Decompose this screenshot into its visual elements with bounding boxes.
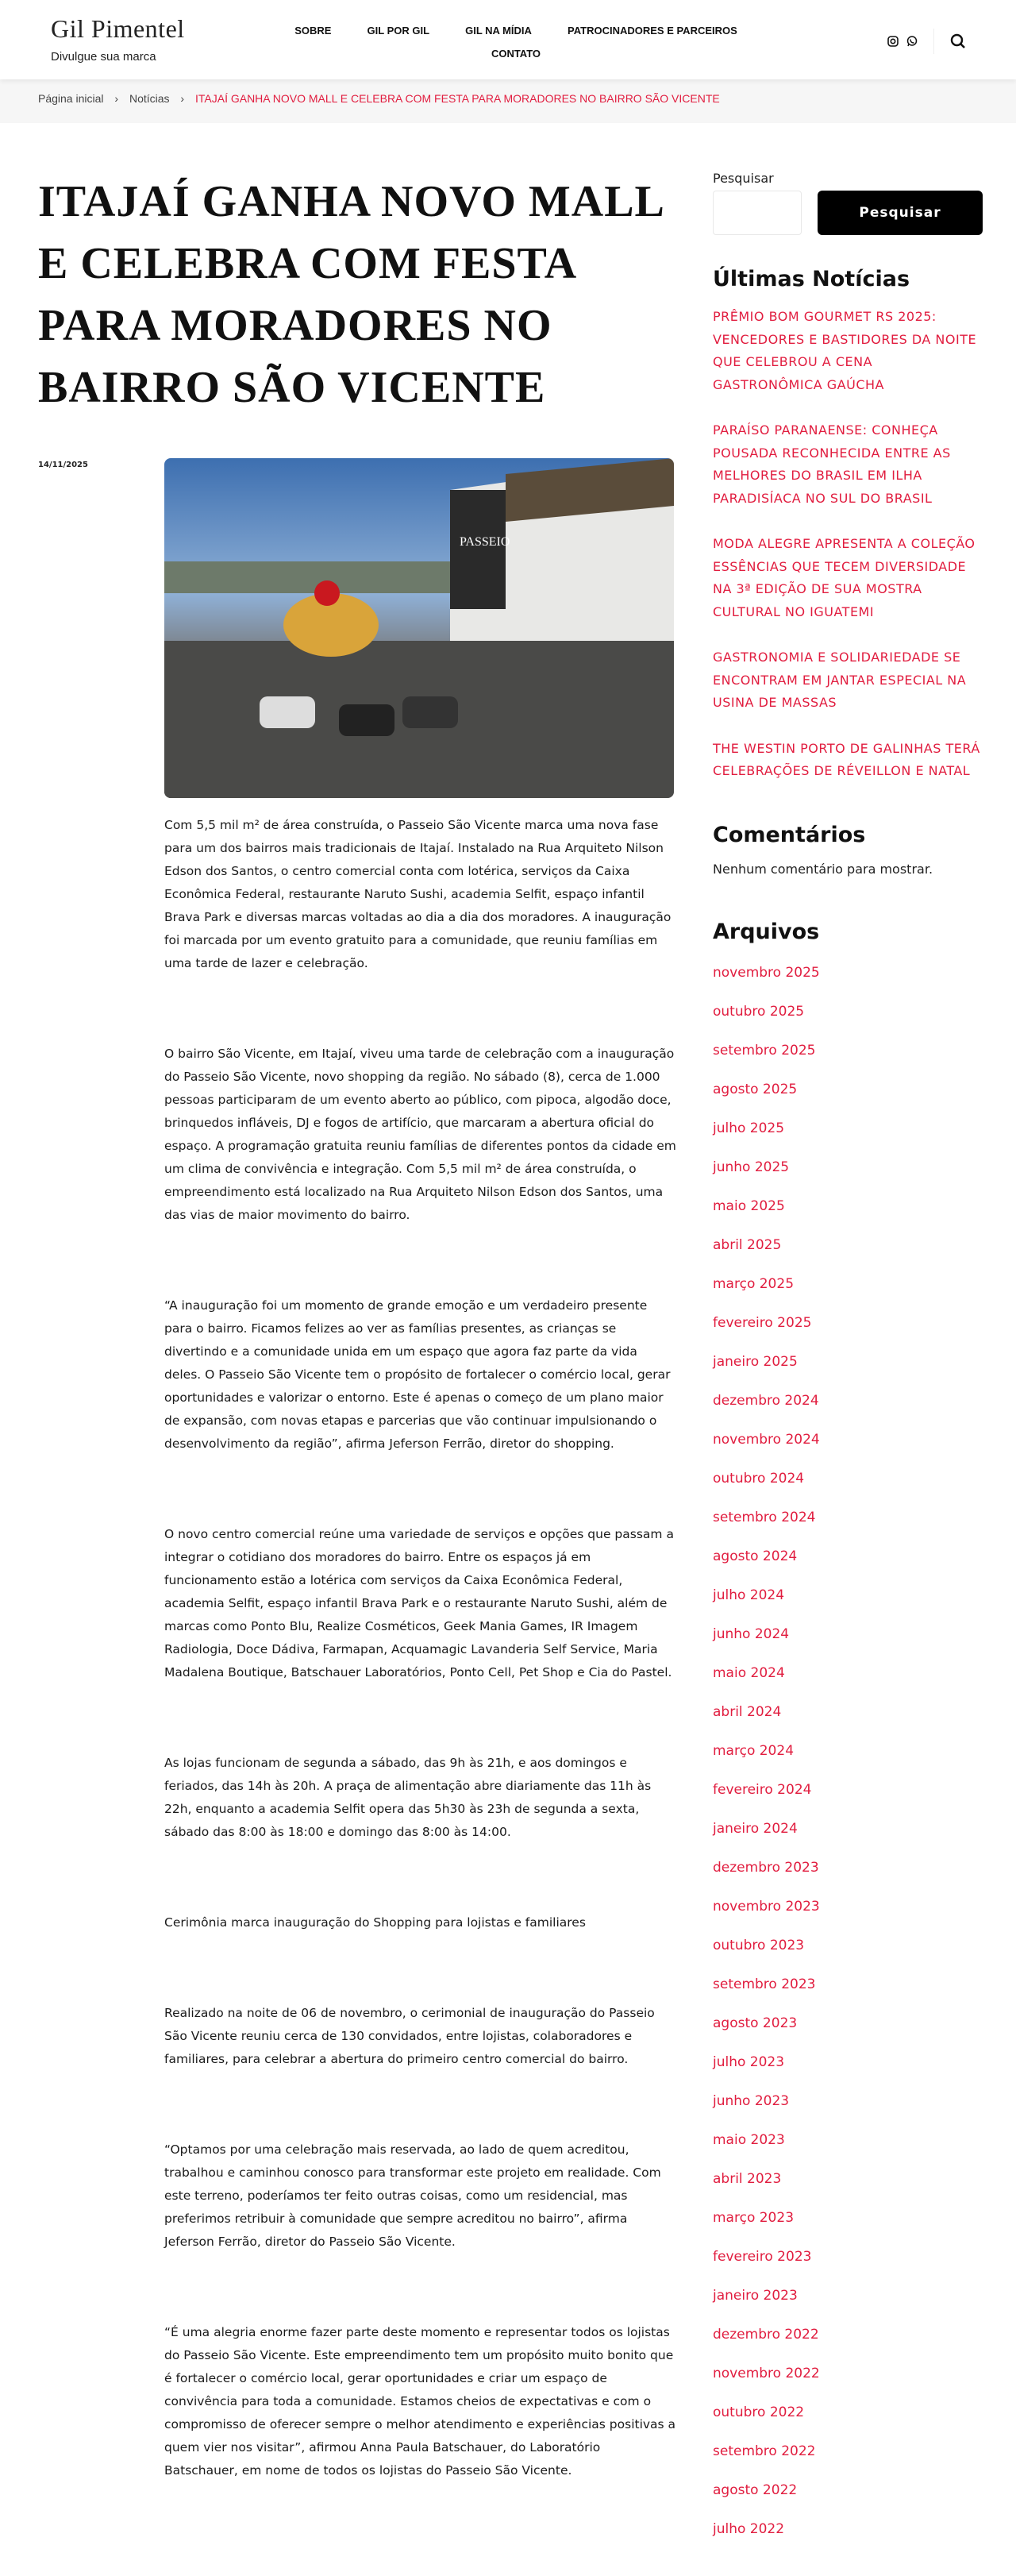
archive-link[interactable]: março 2024 xyxy=(713,1742,795,1759)
nav-sobre[interactable]: SOBRE xyxy=(294,25,332,37)
breadcrumb-noticias[interactable]: Notícias xyxy=(129,92,170,105)
archive-link[interactable]: setembro 2023 xyxy=(713,1976,816,1992)
news-link[interactable]: THE WESTIN PORTO DE GALINHAS TERÁ CELEBRAÇÕES DE RÉVEILLON E NATAL xyxy=(713,740,980,778)
latest-news-heading: Últimas Notícias xyxy=(713,267,910,291)
nav-contato[interactable]: CONTATO xyxy=(491,48,541,60)
archives-list xyxy=(713,965,983,2560)
article-paragraph: As lojas funcionam de segunda a sábado, das 9h às 21h, e aos domingos e feriados, das 14h às 20h. A praça de alimentação abre diariamente das 11h às 22h, enquanto a academia Selfit opera das 5h30 às 23h de segunda a sexta, sábado das 8:00 às 18:00 e domingo das 8:00 às 14:00. xyxy=(164,1756,652,1839)
article-subheading: Cerimônia marca inauguração do Shopping para lojistas e familiares xyxy=(164,1915,586,1930)
search-label: Pesquisar xyxy=(713,171,774,186)
archive-link[interactable]: fevereiro 2024 xyxy=(713,1781,812,1798)
search-button[interactable]: Pesquisar xyxy=(818,191,983,235)
search-input[interactable] xyxy=(713,191,802,235)
site-logo[interactable] xyxy=(51,14,185,64)
archive-link[interactable]: julho 2024 xyxy=(713,1587,785,1603)
archive-link[interactable]: março 2023 xyxy=(713,2209,795,2226)
chevron-right-icon: › xyxy=(180,92,185,105)
archive-link[interactable]: fevereiro 2023 xyxy=(713,2248,812,2265)
photo-sign: PASSEIO xyxy=(460,535,510,549)
article-paragraph: “Optamos por uma celebração mais reservada, ao lado de quem acreditou, trabalhou e caminhou conosco para transformar este projeto em realidade. Com este terreno, poderíamos ter feito outras coisas, como um residencial, mas preferimos retribuir à comunidade que sempre acreditou no bairro”, afirma Jeferson Ferrão, diretor do Passeio São Vicente. xyxy=(164,2142,661,2249)
news-link[interactable]: PRÊMIO BOM GOURMET RS 2025: VENCEDORES E BASTIDORES DA NOITE QUE CELEBROU A CENA GASTRONÔMICA GAÚCHA xyxy=(713,309,977,392)
nav-gil-na-midia[interactable]: GIL NA MÍDIA xyxy=(465,25,532,37)
article-paragraph: Com 5,5 mil m² de área construída, o Passeio São Vicente marca uma nova fase para um dos bairros mais tradicionais de Itajaí. Instalado na Rua Arquiteto Nilson Edson dos Santos, o centro comercial conta com lotérica, serviços da Caixa Econômica Federal, restaurante Naruto Sushi, academia Selfit, espaço infantil Brava Park e diversas marcas voltadas ao dia a dia dos moradores. A inauguração foi marcada por um evento gratuito para a comunidade, que reuniu famílias em uma tarde de lazer e celebração. xyxy=(164,818,672,970)
comments-heading: Comentários xyxy=(713,822,866,847)
main-nav xyxy=(262,19,770,65)
site-tagline: Divulgue sua marca xyxy=(51,50,156,64)
archive-link[interactable]: outubro 2023 xyxy=(713,1937,805,1953)
archive-link[interactable]: abril 2024 xyxy=(713,1703,782,1720)
archive-link[interactable]: setembro 2025 xyxy=(713,1042,816,1059)
article-paragraph: O bairro São Vicente, em Itajaí, viveu uma tarde de celebração com a inauguração do Passeio São Vicente, novo shopping da região. No sábado (8), cerca de 1.000 pessoas participaram de um evento aberto ao público, com pipoca, algodão doce, brinquedos infláveis, DJ e fogos de artifício, que marcaram a abertura oficial do espaço. A programação gratuita reuniu famílias de diferentes pontos da cidade em um clima de convivência e integração. Com 5,5 mil m² de área construída, o empreendimento está localizado na Rua Arquiteto Nilson Edson dos Santos, uma das vias de maior movimento do bairro. xyxy=(164,1047,676,1222)
no-comments-text: Nenhum comentário para mostrar. xyxy=(713,861,933,877)
article-paragraph: Realizado na noite de 06 de novembro, o cerimonial de inauguração do Passeio São Vicente reuniu cerca de 130 convidados, entre lojistas, colaboradores e familiares, para celebrar a abertura do primeiro centro comercial do bairro. xyxy=(164,2006,655,2066)
archive-link[interactable]: maio 2023 xyxy=(713,2131,785,2148)
latest-news-list xyxy=(713,306,983,783)
breadcrumb-home[interactable]: Página inicial xyxy=(38,92,104,105)
archive-link[interactable]: novembro 2024 xyxy=(713,1431,820,1448)
archive-link[interactable]: julho 2025 xyxy=(713,1120,785,1136)
archive-link[interactable]: janeiro 2023 xyxy=(713,2287,798,2304)
archive-link[interactable]: janeiro 2025 xyxy=(713,1353,798,1370)
chevron-right-icon: › xyxy=(114,92,119,105)
archive-link[interactable]: dezembro 2024 xyxy=(713,1392,819,1409)
archive-link[interactable]: setembro 2024 xyxy=(713,1509,816,1525)
archive-link[interactable]: setembro 2022 xyxy=(713,2443,816,2459)
archive-link[interactable]: maio 2025 xyxy=(713,1197,785,1214)
article-title: ITAJAÍ GANHA NOVO MALL E CELEBRA COM FESTA PARA MORADORES NO BAIRRO SÃO VICENTE xyxy=(38,177,663,412)
archive-link[interactable]: dezembro 2023 xyxy=(713,1859,819,1876)
whatsapp-icon[interactable] xyxy=(906,36,918,47)
archive-link[interactable]: agosto 2025 xyxy=(713,1081,798,1097)
site-header xyxy=(0,0,1016,79)
archive-link[interactable]: agosto 2024 xyxy=(713,1548,798,1564)
archive-link[interactable]: junho 2025 xyxy=(713,1159,790,1175)
archive-link[interactable]: agosto 2022 xyxy=(713,2482,798,2498)
archive-link[interactable]: fevereiro 2025 xyxy=(713,1314,812,1331)
archive-link[interactable]: outubro 2025 xyxy=(713,1003,805,1020)
archive-link[interactable]: maio 2024 xyxy=(713,1664,785,1681)
search-icon[interactable] xyxy=(950,33,966,49)
archive-link[interactable]: dezembro 2022 xyxy=(713,2326,819,2343)
news-link[interactable]: PARAÍSO PARANAENSE: CONHEÇA POUSADA RECONHECIDA ENTRE AS MELHORES DO BRASIL EM ILHA PARADISÍACA NO SUL DO BRASIL xyxy=(713,422,951,506)
news-link[interactable]: MODA ALEGRE APRESENTA A COLEÇÃO ESSÊNCIAS QUE TECEM DIVERSIDADE NA 3ª EDIÇÃO DE SUA MOSTRA CULTURAL NO IGUATEMI xyxy=(713,536,976,619)
archive-link[interactable]: outubro 2022 xyxy=(713,2404,805,2420)
sidebar xyxy=(713,171,983,2560)
archive-link[interactable]: novembro 2022 xyxy=(713,2365,820,2381)
nav-patrocinadores[interactable]: PATROCINADORES E PARCEIROS xyxy=(568,25,737,37)
breadcrumb-current: ITAJAÍ GANHA NOVO MALL E CELEBRA COM FESTA PARA MORADORES NO BAIRRO SÃO VICENTE xyxy=(194,92,720,105)
article-body xyxy=(164,814,676,2550)
archive-link[interactable]: abril 2023 xyxy=(713,2170,782,2187)
article-paragraph: “É uma alegria enorme fazer parte deste momento e representar todos os lojistas do Passeio São Vicente. Este empreendimento tem um propósito muito bonito que é fortalecer o comércio local, gerar oportunidades e criar um espaço de convivência para toda a comunidade. Estamos cheios de expectativas e com o compromisso de oferecer sempre o melhor atendimento e experiências positivas a quem vier nos visitar”, afirmou Anna Paula Batschauer, do Laboratório Batschauer, em nome de todos os lojistas do Passeio São Vicente. xyxy=(164,2325,676,2478)
nav-gil-por-gil[interactable]: GIL POR GIL xyxy=(367,25,430,37)
article-paragraph: O novo centro comercial reúne uma variedade de serviços e opções que passam a integrar o cotidiano dos moradores do bairro. Entre os espaços já em funcionamento estão a lotérica com serviços da Caixa Econômica Federal, academia Selfit, espaço infantil Brava Park e o restaurante Naruto Sushi, além de marcas como Ponto Blu, Realize Cosméticos, Geek Mania Games, IR Imagem Radiologia, Doce Dádiva, Farmapan, Acquamagic Lavanderia Self Service, Maria Madalena Boutique, Batschauer Laboratórios, Ponto Cell, Pet Shop e Cia do Pastel. xyxy=(164,1527,674,1679)
archive-link[interactable]: agosto 2023 xyxy=(713,2015,798,2031)
divider xyxy=(933,29,934,54)
instagram-icon[interactable] xyxy=(887,36,899,47)
archive-link[interactable]: abril 2025 xyxy=(713,1236,782,1253)
archive-link[interactable]: julho 2023 xyxy=(713,2053,785,2070)
archive-link[interactable]: novembro 2023 xyxy=(713,1898,820,1915)
article-photo xyxy=(164,458,674,798)
news-link[interactable]: GASTRONOMIA E SOLIDARIEDADE SE ENCONTRAM EM JANTAR ESPECIAL NA USINA DE MASSAS xyxy=(713,650,967,710)
article-paragraph: “A inauguração foi um momento de grande emoção e um verdadeiro presente para o bairro. Ficamos felizes ao ver as famílias presentes, as crianças se divertindo e a comunidade unida em um espaço que agora faz parte da vida deles. O Passeio São Vicente tem o propósito de fortalecer o comércio local, gerar oportunidades e valorizar o entorno. Este é apenas o começo de um plano maior de expansão, com novas etapas e parcerias que vão continuar impulsionando o desenvolvimento da região”, afirma Jeferson Ferrão, diretor do shopping. xyxy=(164,1298,671,1451)
archive-link[interactable]: novembro 2025 xyxy=(713,964,820,981)
article-date: 14/11/2025 xyxy=(38,461,88,469)
archive-link[interactable]: janeiro 2024 xyxy=(713,1820,798,1837)
archive-link[interactable]: junho 2023 xyxy=(713,2092,790,2109)
archives-heading: Arquivos xyxy=(713,919,820,944)
breadcrumb xyxy=(0,79,1016,123)
site-title[interactable]: Gil Pimentel xyxy=(51,14,185,43)
archive-link[interactable]: março 2025 xyxy=(713,1275,795,1292)
archive-link[interactable]: junho 2024 xyxy=(713,1625,790,1642)
archive-link[interactable]: julho 2022 xyxy=(713,2520,785,2537)
archive-link[interactable]: outubro 2024 xyxy=(713,1470,805,1487)
